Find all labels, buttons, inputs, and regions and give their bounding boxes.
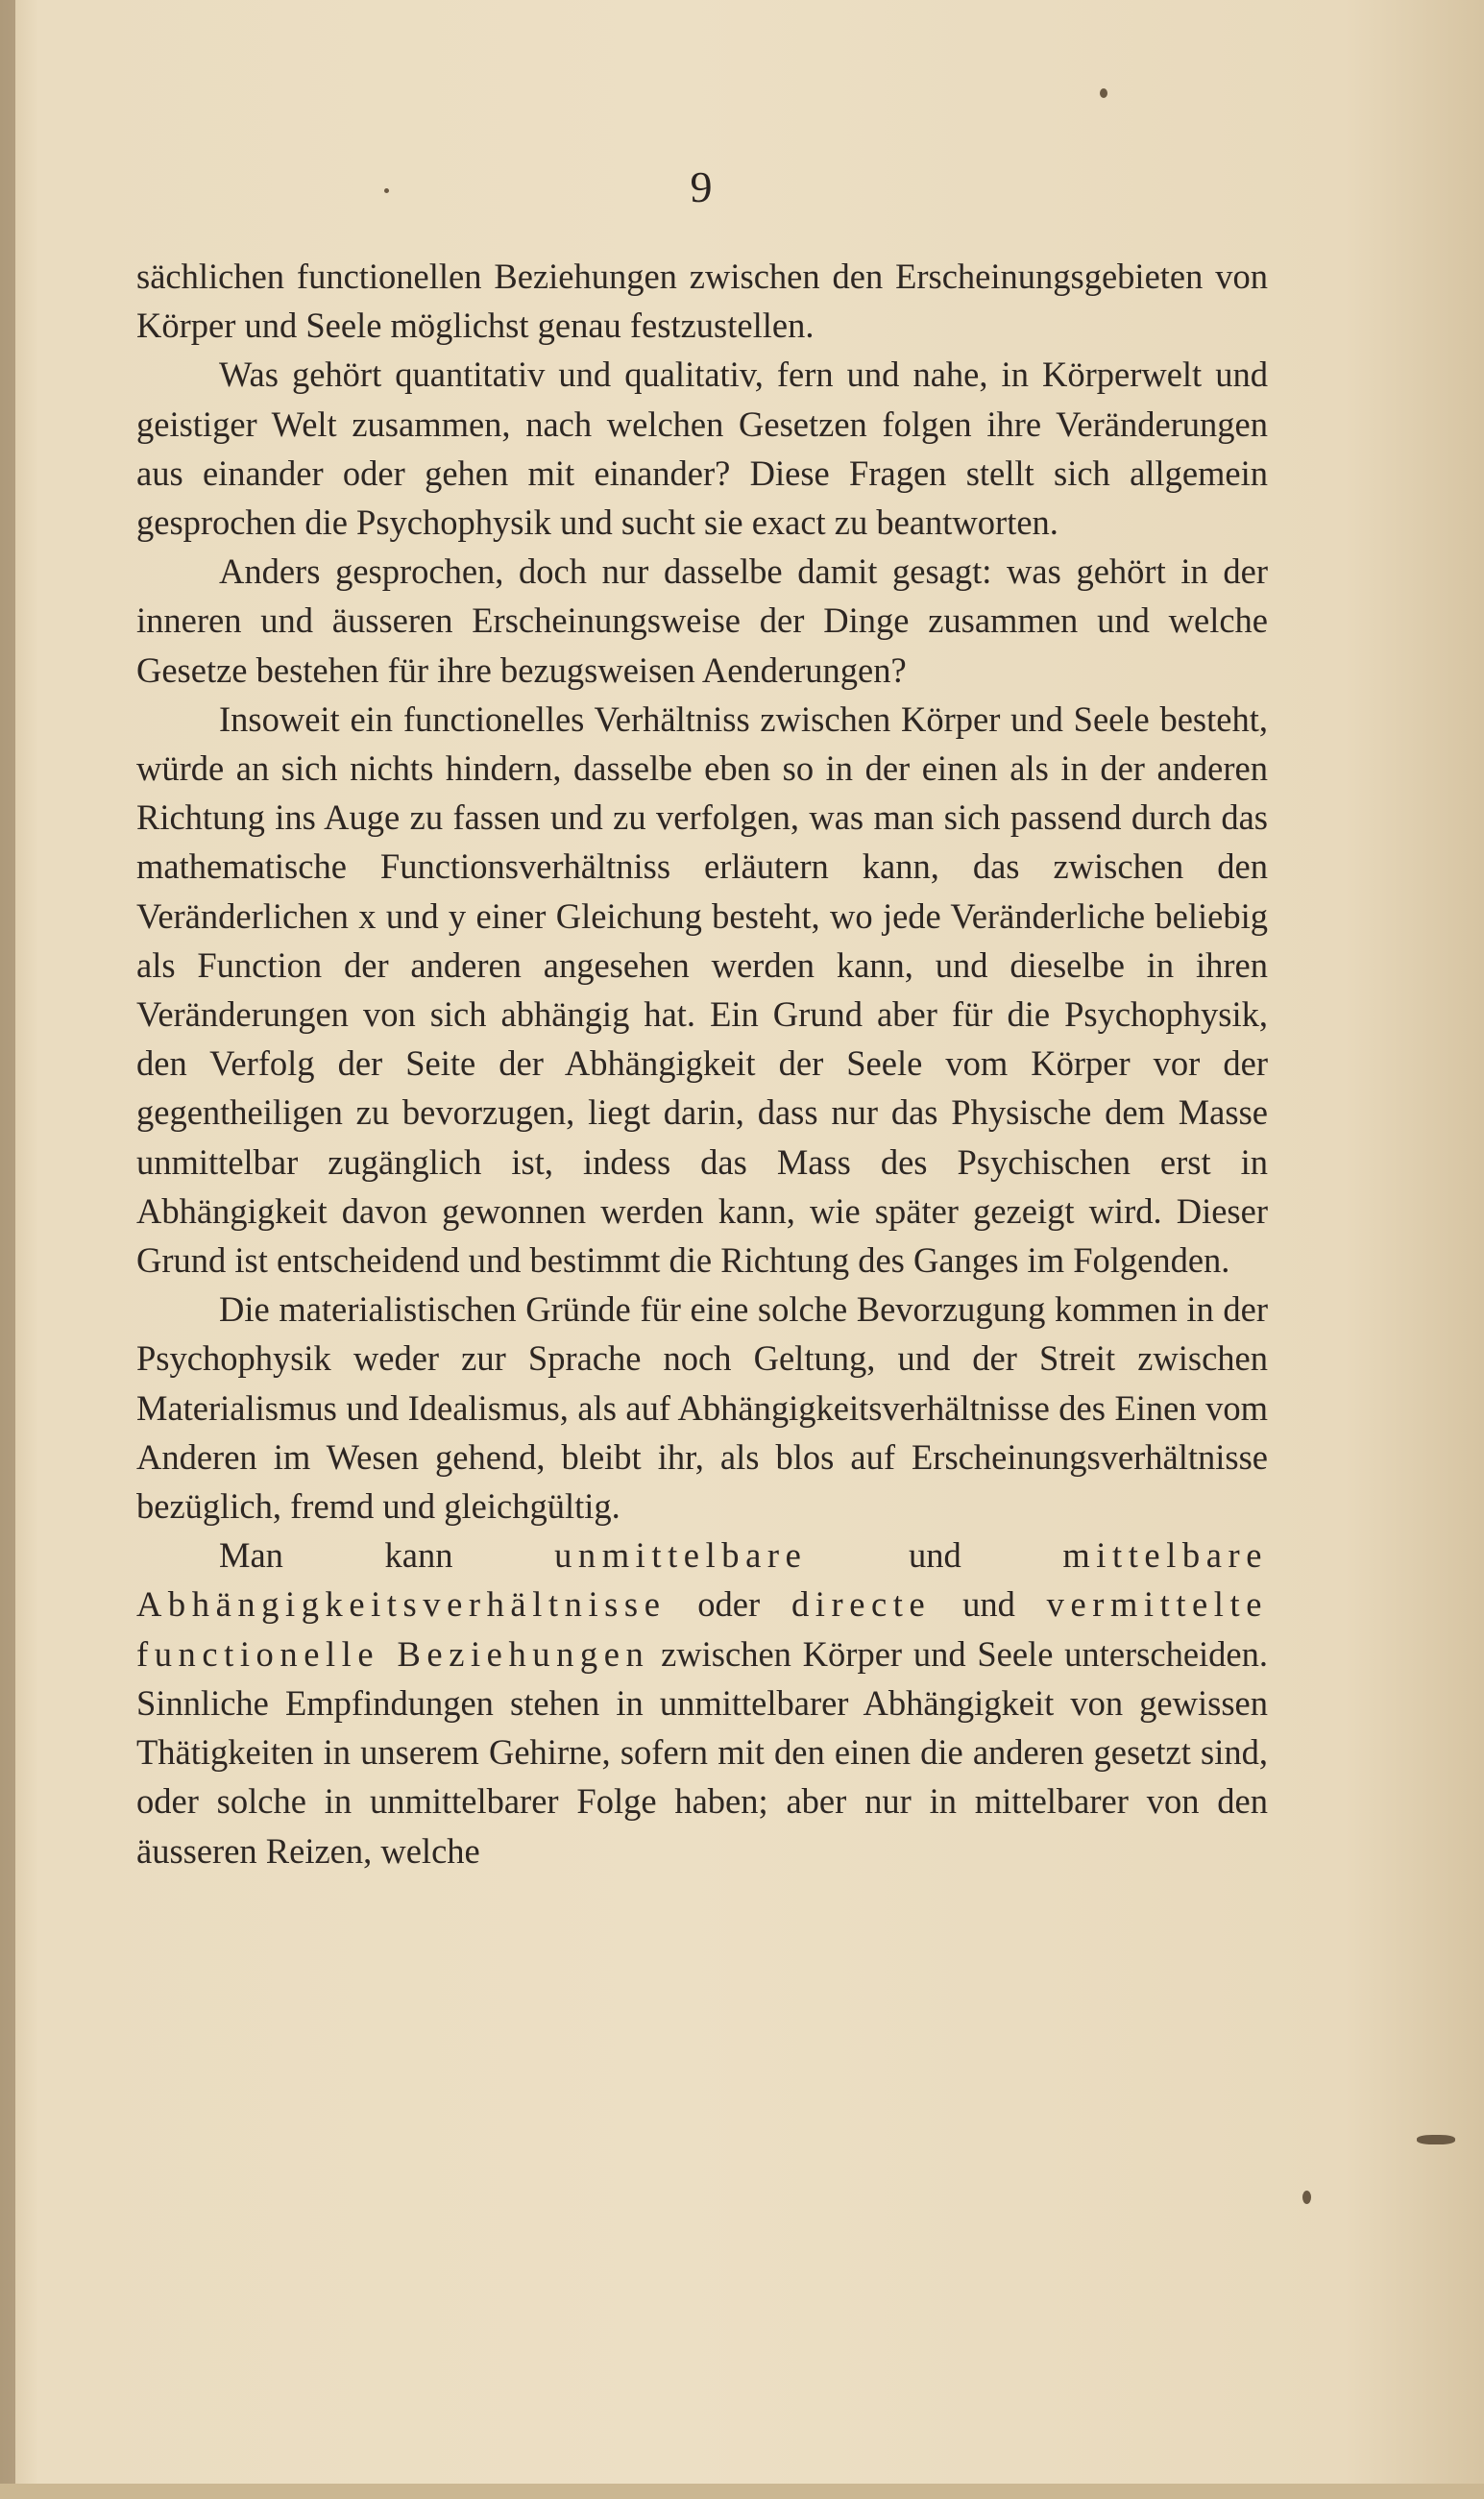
paper-speck	[1100, 88, 1107, 98]
paragraph-5: Die materialistischen Gründe für eine solche Bevorzugung kommen in der Psychophysik weder zur Sprache noch Geltung, und der Streit zwischen Materialismus und Idealismus, als auf Abhängigkeitsverhältnisse des Einen vom Anderen im Wesen gehend, bleibt ihr, als blos auf Erscheinungsverhältnisse bezüglich, fremd und gleichgültig.	[136, 1289, 1268, 1527]
paragraph-6-emphasis: vermittelte functionelle Beziehungen	[136, 1584, 1268, 1674]
paragraph-6-segment: Man kann	[219, 1535, 555, 1576]
paragraph-1: sächlichen functionellen Beziehungen zwischen den Erscheinungsgebieten von Körper und Seele möglichst genau festzustellen.	[136, 257, 1268, 346]
paragraph-6-emphasis: directe	[791, 1584, 932, 1625]
paragraph-6-segment: und	[807, 1535, 1063, 1576]
paragraph-3: Anders gesprochen, doch nur dasselbe damit gesagt: was gehört in der inneren und äusseren Erscheinungsweise der Dinge zusammen und welche Gesetze bestehen für ihre bezugsweisen Aenderungen?	[136, 551, 1268, 690]
paper-speck	[1417, 2135, 1455, 2144]
page-number: 9	[690, 162, 713, 211]
paragraph-2: Was gehört quantitativ und qualitativ, fern und nahe, in Körperwelt und geistiger Welt zusammen, nach welchen Gesetzen folgen ihre Veränderungen aus einander oder gehen mit einander? Diese Fragen stellt sich allgemein gesprochen die Psychophysik und sucht sie exact zu beantworten.	[136, 355, 1268, 543]
paper-speck	[384, 188, 389, 193]
paragraph-4: Insoweit ein functionelles Verhältniss zwischen Körper und Seele besteht, würde an sich nichts hindern, dasselbe eben so in der einen als in der anderen Richtung ins Auge zu fassen und zu verfolgen, was man sich passend durch das mathematische Functionsverhältniss erläutern kann, das zwischen den Veränderlichen x und y einer Gleichung besteht, wo jede Veränderliche beliebig als Function der anderen angesehen werden kann, und dieselbe in ihren Veränderungen von sich abhängig hat. Ein Grund aber für die Psychophysik, den Verfolg der Seite der Abhängigkeit der Seele vom Körper vor der gegentheiligen zu bevorzugen, liegt darin, dass nur das Physische dem Masse unmittelbar zugänglich ist, indess das Mass des Psychischen erst in Abhängigkeit davon gewonnen werden kann, wie später gezeigt wird. Dieser Grund ist entscheidend und bestimmt die Richtung des Ganges im Folgenden.	[136, 698, 1268, 1281]
paragraph-6-emphasis: mittelbare Abhängigkeitsverhältnisse	[136, 1535, 1268, 1625]
body-text	[136, 252, 1268, 1875]
paragraph-6-emphasis: unmittelbare	[554, 1535, 808, 1576]
paragraph-6-segment: oder	[666, 1584, 791, 1625]
paragraph-6-segment: zwischen Körper und Seele unterscheiden. Sinnliche Empfindungen stehen in unmittelbarer Abhängigkeit von gewissen Thätigkeiten in unserem Gehirne, sofern mit den einen die anderen gesetzt sind, oder solche in unmittelbarer Folge haben; aber nur in mittelbarer von den äusseren Reizen, welche	[136, 1633, 1268, 1871]
paper-speck	[1302, 2191, 1311, 2204]
paragraph-6-segment: und	[931, 1584, 1047, 1625]
paragraph-6	[136, 1531, 1268, 1874]
